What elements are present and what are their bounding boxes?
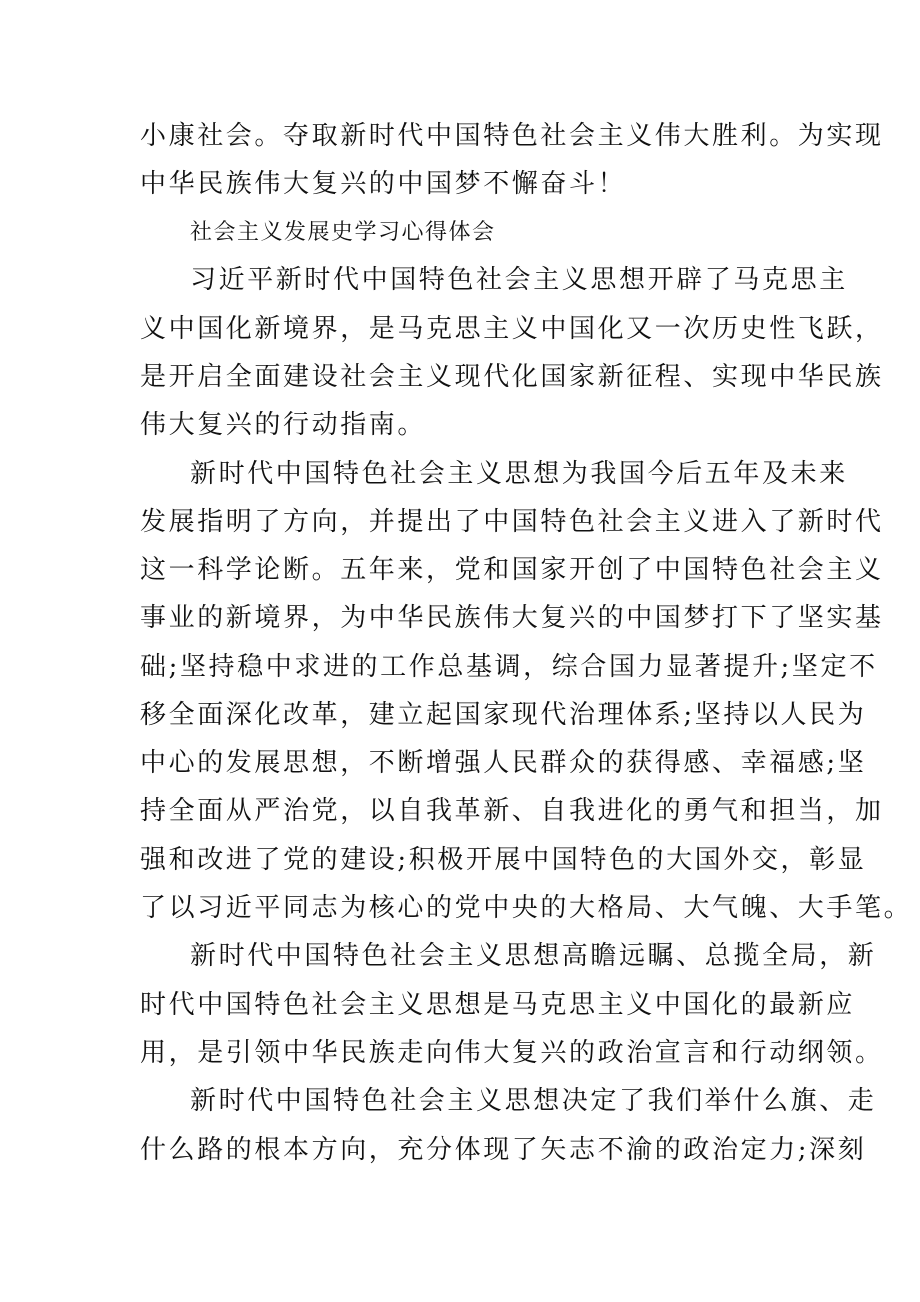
- text-line-11: 础;坚持稳中求进的工作总基调，综合国力显著提升;坚定不: [140, 652, 878, 682]
- text-line-4: 义中国化新境界，是马克思主义中国化又一次历史性飞跃，: [140, 314, 884, 344]
- text-line-8: 发展指明了方向，并提出了中国特色社会主义进入了新时代: [140, 507, 884, 537]
- text-line-16: 了以习近平同志为核心的党中央的大格局、大气魄、大手笔。: [140, 893, 913, 923]
- text-line-7: 新时代中国特色社会主义思想为我国今后五年及未来: [190, 459, 848, 489]
- text-line-18: 时代中国特色社会主义思想是马克思主义中国化的最新应: [140, 990, 856, 1020]
- text-line-10: 事业的新境界，为中华民族伟大复兴的中国梦打下了坚实基: [140, 603, 884, 633]
- text-line-6: 伟大复兴的行动指南。: [140, 410, 427, 440]
- text-line-20: 新时代中国特色社会主义思想决定了我们举什么旗、走: [190, 1086, 877, 1116]
- text-line-5: 是开启全面建设社会主义现代化国家新征程、实现中华民族: [140, 362, 884, 392]
- text-line-21: 什么路的根本方向，充分体现了矢志不渝的政治定力;深刻: [140, 1135, 867, 1165]
- text-line-19: 用，是引领中华民族走向伟大复兴的政治宣言和行动纲领。: [140, 1038, 884, 1068]
- section-heading: 社会主义发展史学习心得体会: [190, 220, 496, 245]
- text-line-3: 习近平新时代中国特色社会主义思想开辟了马克思主: [190, 265, 848, 295]
- text-line-2: 中华民族伟大复兴的中国梦不懈奋斗！: [140, 169, 627, 199]
- text-line-13: 中心的发展思想，不断增强人民群众的获得感、幸福感;坚: [140, 748, 867, 778]
- text-line-1: 小康社会。夺取新时代中国特色社会主义伟大胜利。为实现: [140, 121, 884, 151]
- text-line-9: 这一科学论断。五年来，党和国家开创了中国特色社会主义: [140, 555, 884, 585]
- text-line-17: 新时代中国特色社会主义思想高瞻远瞩、总揽全局，新: [190, 941, 877, 971]
- text-line-14: 持全面从严治党，以自我革新、自我进化的勇气和担当，加: [140, 796, 884, 826]
- text-line-15: 强和改进了党的建设;积极开展中国特色的大国外交，彰显: [140, 845, 867, 875]
- text-line-12: 移全面深化改革，建立起国家现代治理体系;坚持以人民为: [140, 700, 867, 730]
